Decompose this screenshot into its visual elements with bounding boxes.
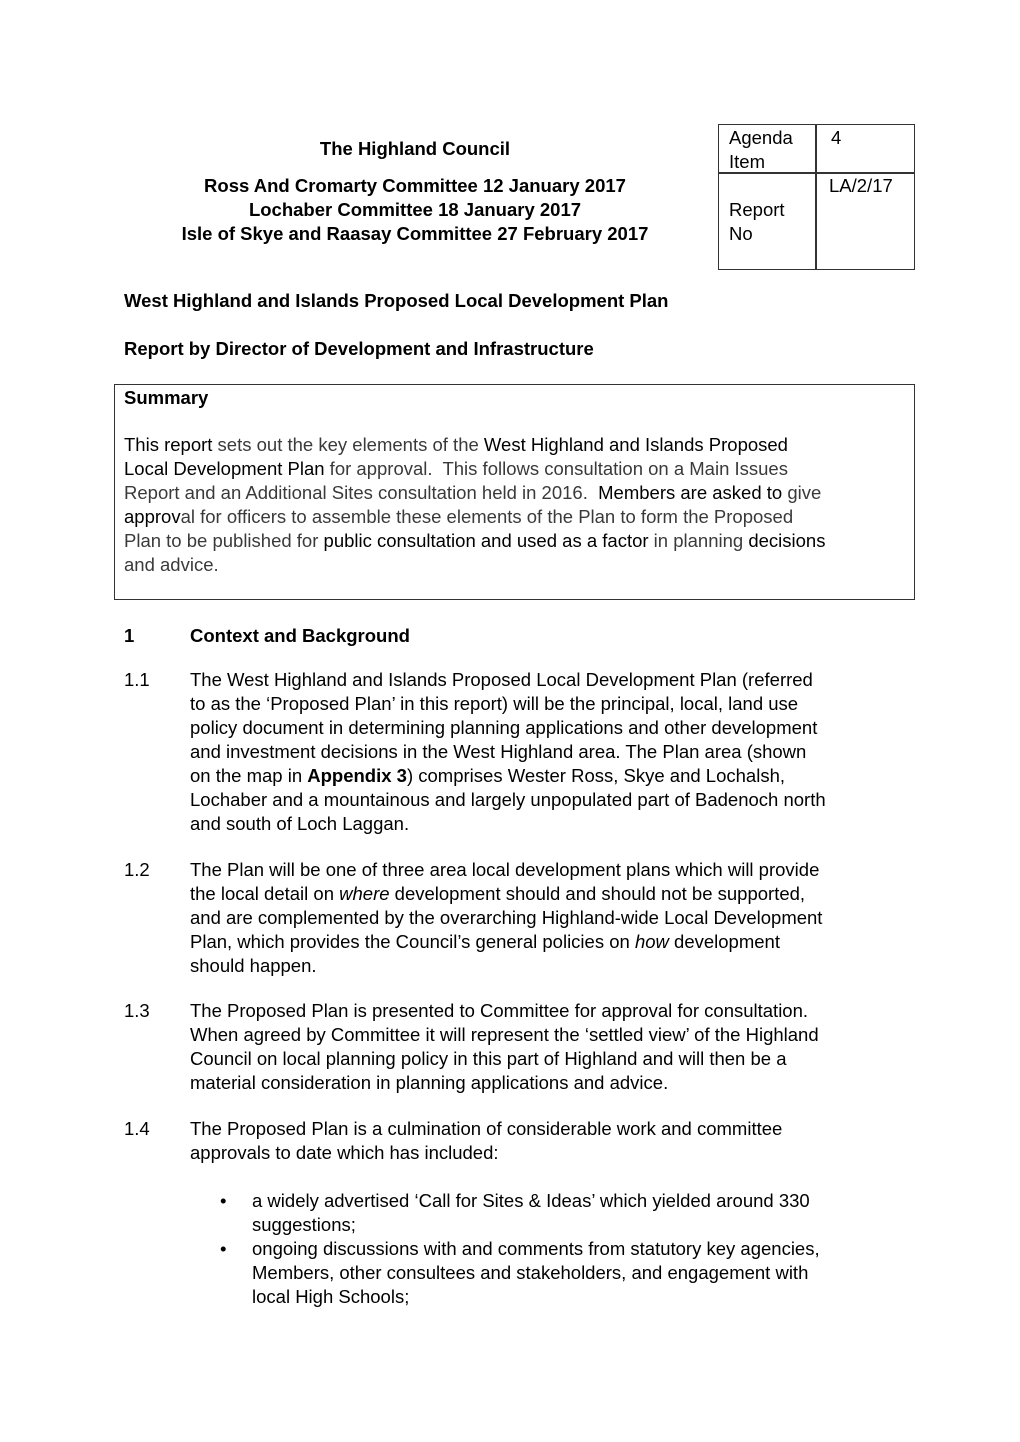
text-segment: ongoing discussions with and comments from statutory key agencies, bbox=[252, 1238, 820, 1259]
text-segment: local High Schools; bbox=[252, 1286, 410, 1307]
label-text: Report bbox=[729, 199, 785, 220]
committee-line: Isle of Skye and Raasay Committee 27 February 2017 bbox=[181, 223, 649, 244]
text-segment: ) comprises Wester Ross, Skye and Lochalsh, bbox=[406, 765, 785, 786]
paragraph-number: 1.3 bbox=[124, 1000, 150, 1021]
text-line bbox=[124, 505, 825, 529]
text-segment: approvals to date which has included: bbox=[190, 1142, 499, 1163]
report-subtitle: Report by Director of Development and Infrastructure bbox=[124, 338, 594, 359]
text-segment: Local Development Plan bbox=[124, 458, 325, 479]
text-segment: a widely advertised ‘Call for Sites & Ideas’ which yielded around 330 bbox=[252, 1190, 810, 1211]
text-segment: West Highland and Islands Proposed bbox=[483, 434, 788, 455]
text-segment: material consideration in planning applications and advice. bbox=[190, 1072, 669, 1093]
text-line bbox=[190, 668, 826, 692]
text-segment: should happen. bbox=[190, 955, 317, 976]
label-text: No bbox=[729, 223, 753, 244]
text-segment: suggestions; bbox=[252, 1214, 356, 1235]
text-line bbox=[190, 954, 822, 978]
reference-table bbox=[718, 124, 915, 270]
text-line bbox=[252, 1237, 820, 1261]
label-text: Agenda bbox=[729, 127, 793, 148]
text-segment: policy document in determining planning applications and other development bbox=[190, 717, 818, 738]
committee-list bbox=[130, 174, 700, 246]
paragraph-number: 1.4 bbox=[124, 1118, 150, 1139]
text-segment: Council on local planning policy in this part of Highland and will then be a bbox=[190, 1048, 787, 1069]
text-segment: give bbox=[782, 482, 822, 503]
paragraph-number: 1.1 bbox=[124, 669, 150, 690]
text-segment: The Plan will be one of three area local development plans which will provide bbox=[190, 859, 820, 880]
text-line bbox=[252, 1261, 820, 1285]
committee-line: Ross And Cromarty Committee 12 January 2017 bbox=[204, 175, 626, 196]
bullet-item bbox=[252, 1237, 820, 1309]
text-line bbox=[190, 1141, 782, 1165]
text-segment: planning bbox=[673, 530, 744, 551]
paragraph-number: 1.2 bbox=[124, 859, 150, 880]
text-line bbox=[190, 764, 826, 788]
text-line bbox=[190, 882, 822, 906]
text-line bbox=[190, 1047, 819, 1071]
text-segment: sets out the key elements of the bbox=[212, 434, 484, 455]
text-segment: This report bbox=[124, 434, 213, 455]
text-line bbox=[252, 1285, 820, 1309]
bold-text: Appendix 3 bbox=[307, 765, 407, 786]
text-segment: and south of Loch Laggan. bbox=[190, 813, 410, 834]
text-segment: Plan, which provides the Council’s general policies on bbox=[190, 931, 635, 952]
text-segment: When agreed by Committee it will represent the ‘settled view’ of the Highland bbox=[190, 1024, 819, 1045]
paragraph-1-2 bbox=[190, 858, 822, 978]
section-number: 1 bbox=[124, 625, 135, 646]
text-line bbox=[190, 999, 819, 1023]
italic-text: how bbox=[634, 931, 669, 952]
text-segment: Lochaber and a mountainous and largely unpopulated part of Badenoch north bbox=[190, 789, 826, 810]
agenda-item-value: 4 bbox=[831, 127, 842, 148]
text-segment: The West Highland and Islands Proposed Local Development Plan (referred bbox=[190, 669, 813, 690]
text-line bbox=[124, 481, 825, 505]
text-segment: in bbox=[648, 530, 674, 551]
bullet-item bbox=[252, 1189, 810, 1237]
text-segment: Report and an Additional Sites consultation held in 2016. bbox=[124, 482, 599, 503]
text-segment: The Proposed Plan is presented to Committee for approval for consultation. bbox=[190, 1000, 809, 1021]
section-heading: Context and Background bbox=[190, 625, 410, 646]
text-line bbox=[190, 858, 822, 882]
label-text: Item bbox=[729, 151, 765, 172]
text-line bbox=[190, 1117, 782, 1141]
italic-text: where bbox=[339, 883, 390, 904]
text-line bbox=[124, 529, 825, 553]
text-line bbox=[252, 1213, 810, 1237]
text-segment: approv bbox=[124, 506, 181, 527]
text-segment: development should and should not be supported, bbox=[389, 883, 806, 904]
report-no-label bbox=[729, 198, 785, 246]
bullet-icon: • bbox=[220, 1190, 227, 1211]
text-line bbox=[190, 1071, 819, 1095]
text-segment: on the map in bbox=[190, 765, 308, 786]
text-segment: development bbox=[668, 931, 780, 952]
text-segment: public consultation bbox=[323, 530, 476, 551]
text-line bbox=[190, 812, 826, 836]
text-segment: to as the ‘Proposed Plan’ in this report) will be the principal, local, land use bbox=[190, 693, 799, 714]
text-segment: and advice. bbox=[124, 554, 219, 575]
text-line bbox=[190, 716, 826, 740]
text-segment: the local detail on bbox=[190, 883, 340, 904]
summary-heading: Summary bbox=[124, 387, 209, 408]
committee-line: Lochaber Committee 18 January 2017 bbox=[248, 199, 582, 220]
text-segment: a factor bbox=[586, 530, 649, 551]
text-segment: and used as bbox=[475, 530, 587, 551]
table-divider bbox=[815, 125, 817, 269]
paragraph-1-1 bbox=[190, 668, 826, 836]
text-line bbox=[190, 1023, 819, 1047]
paragraph-1-3 bbox=[190, 999, 819, 1095]
text-line bbox=[124, 553, 825, 577]
text-line bbox=[190, 906, 822, 930]
summary-box bbox=[114, 384, 915, 600]
text-segment: Members, other consultees and stakeholders, and engagement with bbox=[252, 1262, 809, 1283]
text-line bbox=[190, 740, 826, 764]
text-line bbox=[190, 788, 826, 812]
agenda-item-label bbox=[729, 126, 793, 174]
summary-text bbox=[124, 433, 825, 577]
text-line bbox=[190, 930, 822, 954]
text-segment: Plan to be published for bbox=[124, 530, 324, 551]
text-line bbox=[124, 433, 825, 457]
council-name: The Highland Council bbox=[319, 138, 511, 159]
text-segment: and investment decisions in the West Highland area. The Plan area (shown bbox=[190, 741, 807, 762]
text-segment: al for officers to assemble these elements of the Plan to form the Proposed bbox=[180, 506, 794, 527]
text-segment: Members are asked to bbox=[598, 482, 783, 503]
text-segment: The Proposed Plan is a culmination of considerable work and committee bbox=[190, 1118, 783, 1139]
text-segment: decisions bbox=[743, 530, 826, 551]
bullet-icon: • bbox=[220, 1238, 227, 1259]
text-segment: and are complemented by the overarching Highland-wide Local Development bbox=[190, 907, 823, 928]
report-title: West Highland and Islands Proposed Local Development Plan bbox=[124, 290, 669, 311]
paragraph-1-4 bbox=[190, 1117, 782, 1165]
text-segment: for approval. This follows consultation on a Main Issues bbox=[324, 458, 788, 479]
text-line bbox=[190, 692, 826, 716]
report-no-value: LA/2/17 bbox=[829, 175, 893, 196]
text-line bbox=[124, 457, 825, 481]
text-line bbox=[252, 1189, 810, 1213]
